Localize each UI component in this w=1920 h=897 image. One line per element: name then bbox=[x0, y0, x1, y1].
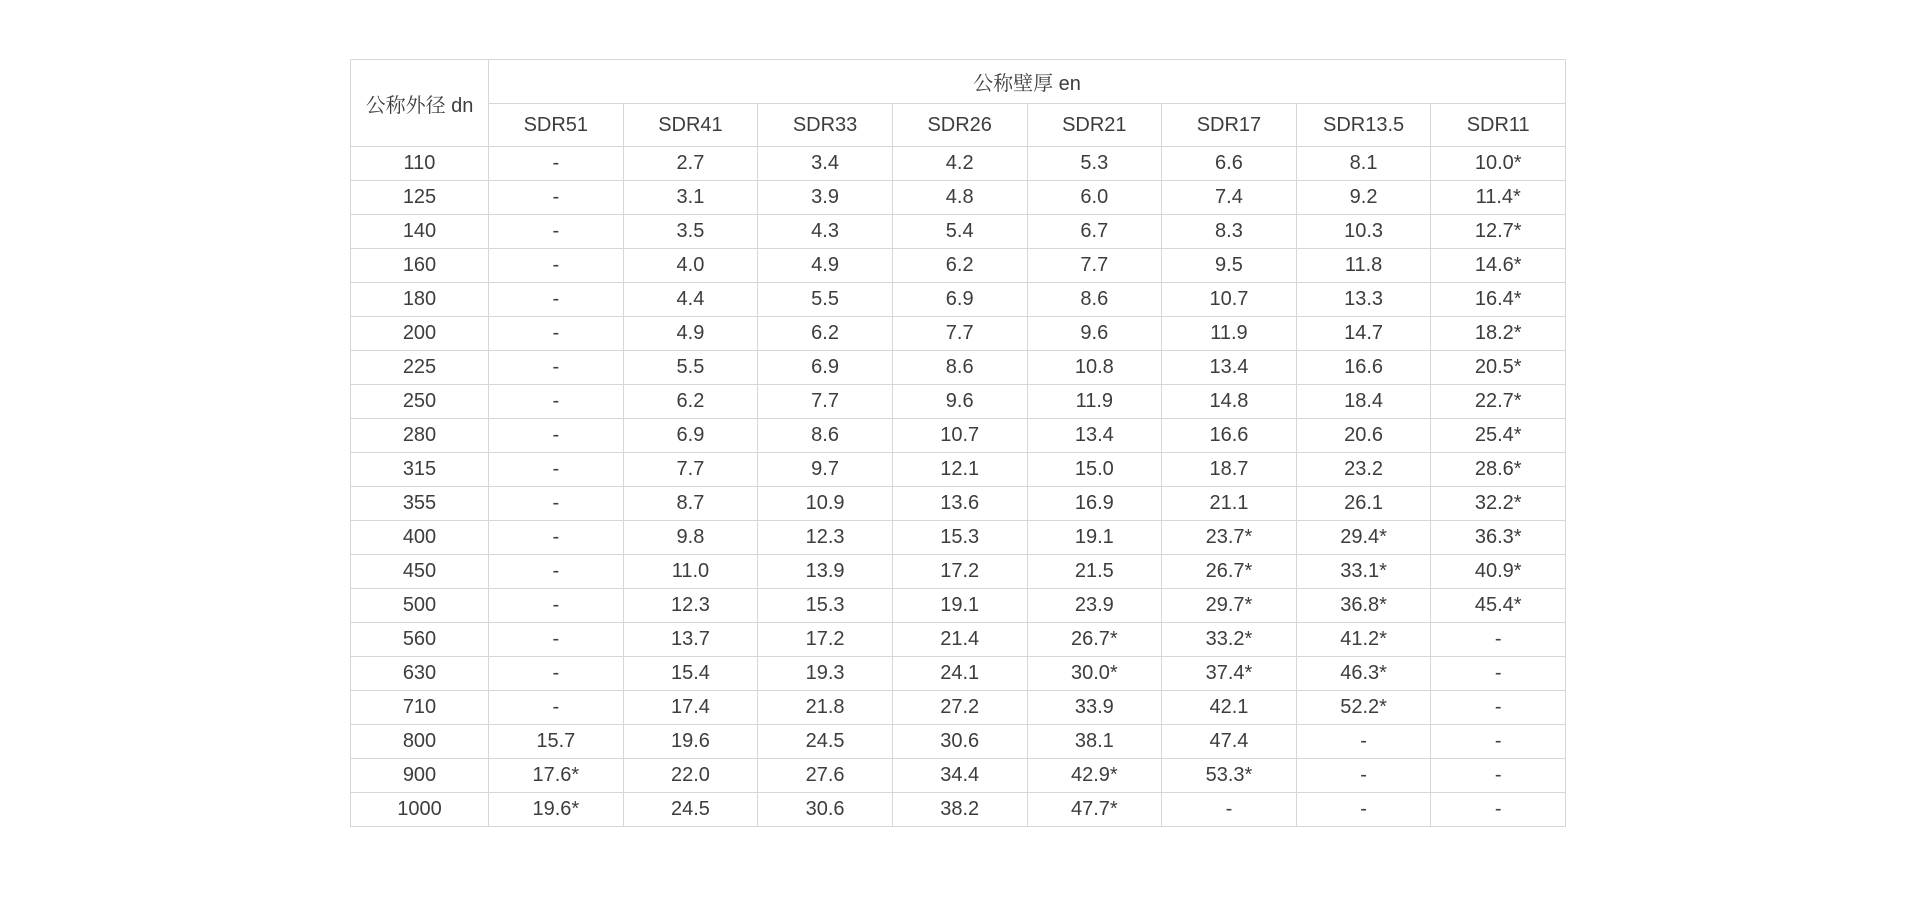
cell-sdr26: 38.2 bbox=[892, 793, 1027, 827]
cell-sdr33: 15.3 bbox=[758, 589, 893, 623]
cell-sdr11: 12.7* bbox=[1431, 215, 1566, 249]
cell-sdr13-5: 20.6 bbox=[1296, 419, 1431, 453]
cell-sdr33: 7.7 bbox=[758, 385, 893, 419]
cell-sdr51: - bbox=[489, 623, 624, 657]
cell-dn: 280 bbox=[351, 419, 489, 453]
cell-sdr21: 26.7* bbox=[1027, 623, 1162, 657]
cell-sdr33: 10.9 bbox=[758, 487, 893, 521]
column-header-sdr41: SDR41 bbox=[623, 104, 758, 147]
cell-dn: 1000 bbox=[351, 793, 489, 827]
cell-sdr33: 12.3 bbox=[758, 521, 893, 555]
cell-sdr13-5: 36.8* bbox=[1296, 589, 1431, 623]
cell-sdr13-5: 13.3 bbox=[1296, 283, 1431, 317]
cell-sdr26: 7.7 bbox=[892, 317, 1027, 351]
cell-sdr11: 36.3* bbox=[1431, 521, 1566, 555]
cell-sdr11: 14.6* bbox=[1431, 249, 1566, 283]
cell-sdr26: 13.6 bbox=[892, 487, 1027, 521]
cell-sdr51: - bbox=[489, 657, 624, 691]
cell-sdr21: 5.3 bbox=[1027, 147, 1162, 181]
cell-sdr26: 24.1 bbox=[892, 657, 1027, 691]
cell-dn: 110 bbox=[351, 147, 489, 181]
cell-sdr13-5: 9.2 bbox=[1296, 181, 1431, 215]
cell-dn: 200 bbox=[351, 317, 489, 351]
cell-sdr21: 13.4 bbox=[1027, 419, 1162, 453]
cell-dn: 710 bbox=[351, 691, 489, 725]
column-header-nominal-wall-thickness: 公称壁厚 en bbox=[489, 60, 1566, 104]
cell-sdr11: 10.0* bbox=[1431, 147, 1566, 181]
cell-sdr41: 24.5 bbox=[623, 793, 758, 827]
table-row-dn-450 bbox=[351, 555, 1566, 589]
cell-sdr33: 8.6 bbox=[758, 419, 893, 453]
cell-sdr51: - bbox=[489, 283, 624, 317]
cell-sdr11: - bbox=[1431, 725, 1566, 759]
cell-sdr13-5: 26.1 bbox=[1296, 487, 1431, 521]
cell-sdr41: 7.7 bbox=[623, 453, 758, 487]
cell-sdr11: 18.2* bbox=[1431, 317, 1566, 351]
cell-sdr51: - bbox=[489, 385, 624, 419]
cell-sdr33: 4.9 bbox=[758, 249, 893, 283]
cell-sdr17: 13.4 bbox=[1162, 351, 1297, 385]
table-row-dn-280 bbox=[351, 419, 1566, 453]
cell-sdr33: 24.5 bbox=[758, 725, 893, 759]
cell-sdr51: - bbox=[489, 555, 624, 589]
cell-sdr21: 47.7* bbox=[1027, 793, 1162, 827]
cell-sdr33: 4.3 bbox=[758, 215, 893, 249]
cell-sdr17: 6.6 bbox=[1162, 147, 1297, 181]
table-row-dn-355 bbox=[351, 487, 1566, 521]
cell-sdr41: 6.9 bbox=[623, 419, 758, 453]
cell-sdr17: 23.7* bbox=[1162, 521, 1297, 555]
cell-sdr33: 19.3 bbox=[758, 657, 893, 691]
cell-sdr21: 33.9 bbox=[1027, 691, 1162, 725]
cell-sdr13-5: 52.2* bbox=[1296, 691, 1431, 725]
cell-dn: 400 bbox=[351, 521, 489, 555]
cell-sdr26: 34.4 bbox=[892, 759, 1027, 793]
cell-sdr17: 11.9 bbox=[1162, 317, 1297, 351]
table-row-dn-225 bbox=[351, 351, 1566, 385]
cell-sdr17: 47.4 bbox=[1162, 725, 1297, 759]
cell-sdr13-5: 18.4 bbox=[1296, 385, 1431, 419]
cell-sdr11: 22.7* bbox=[1431, 385, 1566, 419]
cell-sdr17: - bbox=[1162, 793, 1297, 827]
cell-dn: 225 bbox=[351, 351, 489, 385]
column-header-sdr13-5: SDR13.5 bbox=[1296, 104, 1431, 147]
cell-sdr26: 6.9 bbox=[892, 283, 1027, 317]
cell-sdr17: 37.4* bbox=[1162, 657, 1297, 691]
cell-dn: 160 bbox=[351, 249, 489, 283]
cell-sdr13-5: 14.7 bbox=[1296, 317, 1431, 351]
cell-sdr33: 5.5 bbox=[758, 283, 893, 317]
cell-sdr26: 4.2 bbox=[892, 147, 1027, 181]
cell-sdr26: 8.6 bbox=[892, 351, 1027, 385]
cell-sdr51: - bbox=[489, 487, 624, 521]
cell-sdr41: 9.8 bbox=[623, 521, 758, 555]
cell-sdr13-5: 10.3 bbox=[1296, 215, 1431, 249]
cell-sdr26: 10.7 bbox=[892, 419, 1027, 453]
cell-sdr21: 23.9 bbox=[1027, 589, 1162, 623]
cell-sdr51: - bbox=[489, 589, 624, 623]
cell-sdr26: 21.4 bbox=[892, 623, 1027, 657]
cell-sdr11: 25.4* bbox=[1431, 419, 1566, 453]
column-header-nominal-outer-diameter: 公称外径 dn bbox=[351, 60, 489, 147]
cell-sdr51: - bbox=[489, 181, 624, 215]
cell-sdr26: 27.2 bbox=[892, 691, 1027, 725]
cell-sdr13-5: 29.4* bbox=[1296, 521, 1431, 555]
column-header-sdr51: SDR51 bbox=[489, 104, 624, 147]
cell-sdr51: - bbox=[489, 215, 624, 249]
cell-sdr11: - bbox=[1431, 657, 1566, 691]
cell-dn: 560 bbox=[351, 623, 489, 657]
cell-sdr17: 16.6 bbox=[1162, 419, 1297, 453]
cell-dn: 180 bbox=[351, 283, 489, 317]
cell-sdr17: 21.1 bbox=[1162, 487, 1297, 521]
cell-sdr41: 22.0 bbox=[623, 759, 758, 793]
cell-sdr11: - bbox=[1431, 759, 1566, 793]
cell-sdr17: 53.3* bbox=[1162, 759, 1297, 793]
cell-sdr21: 8.6 bbox=[1027, 283, 1162, 317]
cell-sdr33: 17.2 bbox=[758, 623, 893, 657]
table-row-dn-630 bbox=[351, 657, 1566, 691]
cell-sdr33: 30.6 bbox=[758, 793, 893, 827]
cell-dn: 315 bbox=[351, 453, 489, 487]
cell-sdr21: 38.1 bbox=[1027, 725, 1162, 759]
cell-sdr11: 32.2* bbox=[1431, 487, 1566, 521]
cell-dn: 900 bbox=[351, 759, 489, 793]
cell-sdr17: 7.4 bbox=[1162, 181, 1297, 215]
cell-sdr51: 19.6* bbox=[489, 793, 624, 827]
cell-sdr41: 2.7 bbox=[623, 147, 758, 181]
cell-sdr26: 19.1 bbox=[892, 589, 1027, 623]
cell-sdr41: 11.0 bbox=[623, 555, 758, 589]
cell-sdr26: 30.6 bbox=[892, 725, 1027, 759]
cell-sdr11: 16.4* bbox=[1431, 283, 1566, 317]
cell-dn: 450 bbox=[351, 555, 489, 589]
cell-sdr41: 13.7 bbox=[623, 623, 758, 657]
cell-sdr33: 6.2 bbox=[758, 317, 893, 351]
cell-sdr51: - bbox=[489, 249, 624, 283]
pipe-wall-thickness-table bbox=[350, 59, 1566, 827]
cell-sdr41: 8.7 bbox=[623, 487, 758, 521]
cell-dn: 500 bbox=[351, 589, 489, 623]
cell-sdr21: 30.0* bbox=[1027, 657, 1162, 691]
table-row-dn-200 bbox=[351, 317, 1566, 351]
cell-sdr41: 4.0 bbox=[623, 249, 758, 283]
cell-sdr41: 12.3 bbox=[623, 589, 758, 623]
cell-sdr13-5: 16.6 bbox=[1296, 351, 1431, 385]
cell-sdr41: 4.9 bbox=[623, 317, 758, 351]
cell-sdr41: 5.5 bbox=[623, 351, 758, 385]
cell-dn: 800 bbox=[351, 725, 489, 759]
cell-dn: 250 bbox=[351, 385, 489, 419]
cell-sdr13-5: 23.2 bbox=[1296, 453, 1431, 487]
cell-sdr33: 13.9 bbox=[758, 555, 893, 589]
cell-dn: 630 bbox=[351, 657, 489, 691]
cell-sdr13-5: 46.3* bbox=[1296, 657, 1431, 691]
cell-sdr21: 19.1 bbox=[1027, 521, 1162, 555]
cell-sdr11: 45.4* bbox=[1431, 589, 1566, 623]
cell-sdr17: 33.2* bbox=[1162, 623, 1297, 657]
cell-sdr11: - bbox=[1431, 691, 1566, 725]
table-row-dn-315 bbox=[351, 453, 1566, 487]
cell-sdr33: 3.9 bbox=[758, 181, 893, 215]
cell-sdr17: 18.7 bbox=[1162, 453, 1297, 487]
cell-sdr21: 6.0 bbox=[1027, 181, 1162, 215]
cell-sdr51: - bbox=[489, 691, 624, 725]
cell-sdr41: 4.4 bbox=[623, 283, 758, 317]
cell-sdr13-5: - bbox=[1296, 725, 1431, 759]
cell-sdr51: - bbox=[489, 351, 624, 385]
cell-sdr33: 6.9 bbox=[758, 351, 893, 385]
column-header-sdr33: SDR33 bbox=[758, 104, 893, 147]
table-row-dn-160 bbox=[351, 249, 1566, 283]
cell-sdr17: 26.7* bbox=[1162, 555, 1297, 589]
cell-sdr26: 6.2 bbox=[892, 249, 1027, 283]
cell-dn: 355 bbox=[351, 487, 489, 521]
cell-sdr17: 42.1 bbox=[1162, 691, 1297, 725]
cell-sdr21: 15.0 bbox=[1027, 453, 1162, 487]
cell-sdr17: 10.7 bbox=[1162, 283, 1297, 317]
table-row-dn-1000 bbox=[351, 793, 1566, 827]
table-row-dn-800 bbox=[351, 725, 1566, 759]
cell-sdr13-5: 41.2* bbox=[1296, 623, 1431, 657]
cell-sdr13-5: - bbox=[1296, 759, 1431, 793]
table-row-dn-710 bbox=[351, 691, 1566, 725]
column-header-sdr11: SDR11 bbox=[1431, 104, 1566, 147]
cell-sdr51: - bbox=[489, 419, 624, 453]
cell-sdr11: - bbox=[1431, 793, 1566, 827]
table-row-dn-125 bbox=[351, 181, 1566, 215]
cell-sdr51: 15.7 bbox=[489, 725, 624, 759]
cell-sdr26: 9.6 bbox=[892, 385, 1027, 419]
cell-sdr26: 4.8 bbox=[892, 181, 1027, 215]
table-header-sdr-row bbox=[351, 104, 1566, 147]
cell-sdr33: 21.8 bbox=[758, 691, 893, 725]
cell-sdr41: 3.1 bbox=[623, 181, 758, 215]
cell-sdr17: 9.5 bbox=[1162, 249, 1297, 283]
cell-sdr51: - bbox=[489, 453, 624, 487]
cell-sdr51: - bbox=[489, 147, 624, 181]
table-row-dn-250 bbox=[351, 385, 1566, 419]
column-header-sdr21: SDR21 bbox=[1027, 104, 1162, 147]
column-header-sdr26: SDR26 bbox=[892, 104, 1027, 147]
cell-sdr21: 7.7 bbox=[1027, 249, 1162, 283]
table-row-dn-500 bbox=[351, 589, 1566, 623]
cell-sdr11: - bbox=[1431, 623, 1566, 657]
cell-sdr41: 17.4 bbox=[623, 691, 758, 725]
table-row-dn-180 bbox=[351, 283, 1566, 317]
cell-sdr33: 3.4 bbox=[758, 147, 893, 181]
cell-sdr11: 20.5* bbox=[1431, 351, 1566, 385]
cell-sdr26: 5.4 bbox=[892, 215, 1027, 249]
cell-sdr11: 11.4* bbox=[1431, 181, 1566, 215]
cell-sdr26: 12.1 bbox=[892, 453, 1027, 487]
cell-sdr33: 27.6 bbox=[758, 759, 893, 793]
table-row-dn-110 bbox=[351, 147, 1566, 181]
cell-sdr17: 14.8 bbox=[1162, 385, 1297, 419]
cell-dn: 140 bbox=[351, 215, 489, 249]
cell-sdr21: 21.5 bbox=[1027, 555, 1162, 589]
cell-sdr17: 8.3 bbox=[1162, 215, 1297, 249]
cell-sdr26: 17.2 bbox=[892, 555, 1027, 589]
table-row-dn-560 bbox=[351, 623, 1566, 657]
cell-sdr13-5: 8.1 bbox=[1296, 147, 1431, 181]
cell-sdr13-5: - bbox=[1296, 793, 1431, 827]
cell-sdr26: 15.3 bbox=[892, 521, 1027, 555]
table-header-group-row bbox=[351, 60, 1566, 104]
table-row-dn-400 bbox=[351, 521, 1566, 555]
cell-sdr21: 9.6 bbox=[1027, 317, 1162, 351]
cell-sdr41: 6.2 bbox=[623, 385, 758, 419]
cell-sdr13-5: 33.1* bbox=[1296, 555, 1431, 589]
table-row-dn-900 bbox=[351, 759, 1566, 793]
cell-sdr41: 19.6 bbox=[623, 725, 758, 759]
cell-sdr13-5: 11.8 bbox=[1296, 249, 1431, 283]
cell-sdr21: 16.9 bbox=[1027, 487, 1162, 521]
table-body bbox=[351, 147, 1566, 827]
cell-sdr33: 9.7 bbox=[758, 453, 893, 487]
column-header-sdr17: SDR17 bbox=[1162, 104, 1297, 147]
cell-sdr51: - bbox=[489, 521, 624, 555]
cell-sdr21: 10.8 bbox=[1027, 351, 1162, 385]
cell-sdr11: 28.6* bbox=[1431, 453, 1566, 487]
cell-sdr17: 29.7* bbox=[1162, 589, 1297, 623]
cell-sdr51: 17.6* bbox=[489, 759, 624, 793]
cell-sdr21: 42.9* bbox=[1027, 759, 1162, 793]
cell-sdr21: 6.7 bbox=[1027, 215, 1162, 249]
cell-sdr21: 11.9 bbox=[1027, 385, 1162, 419]
cell-sdr41: 15.4 bbox=[623, 657, 758, 691]
cell-sdr11: 40.9* bbox=[1431, 555, 1566, 589]
cell-sdr51: - bbox=[489, 317, 624, 351]
table-row-dn-140 bbox=[351, 215, 1566, 249]
cell-dn: 125 bbox=[351, 181, 489, 215]
cell-sdr41: 3.5 bbox=[623, 215, 758, 249]
